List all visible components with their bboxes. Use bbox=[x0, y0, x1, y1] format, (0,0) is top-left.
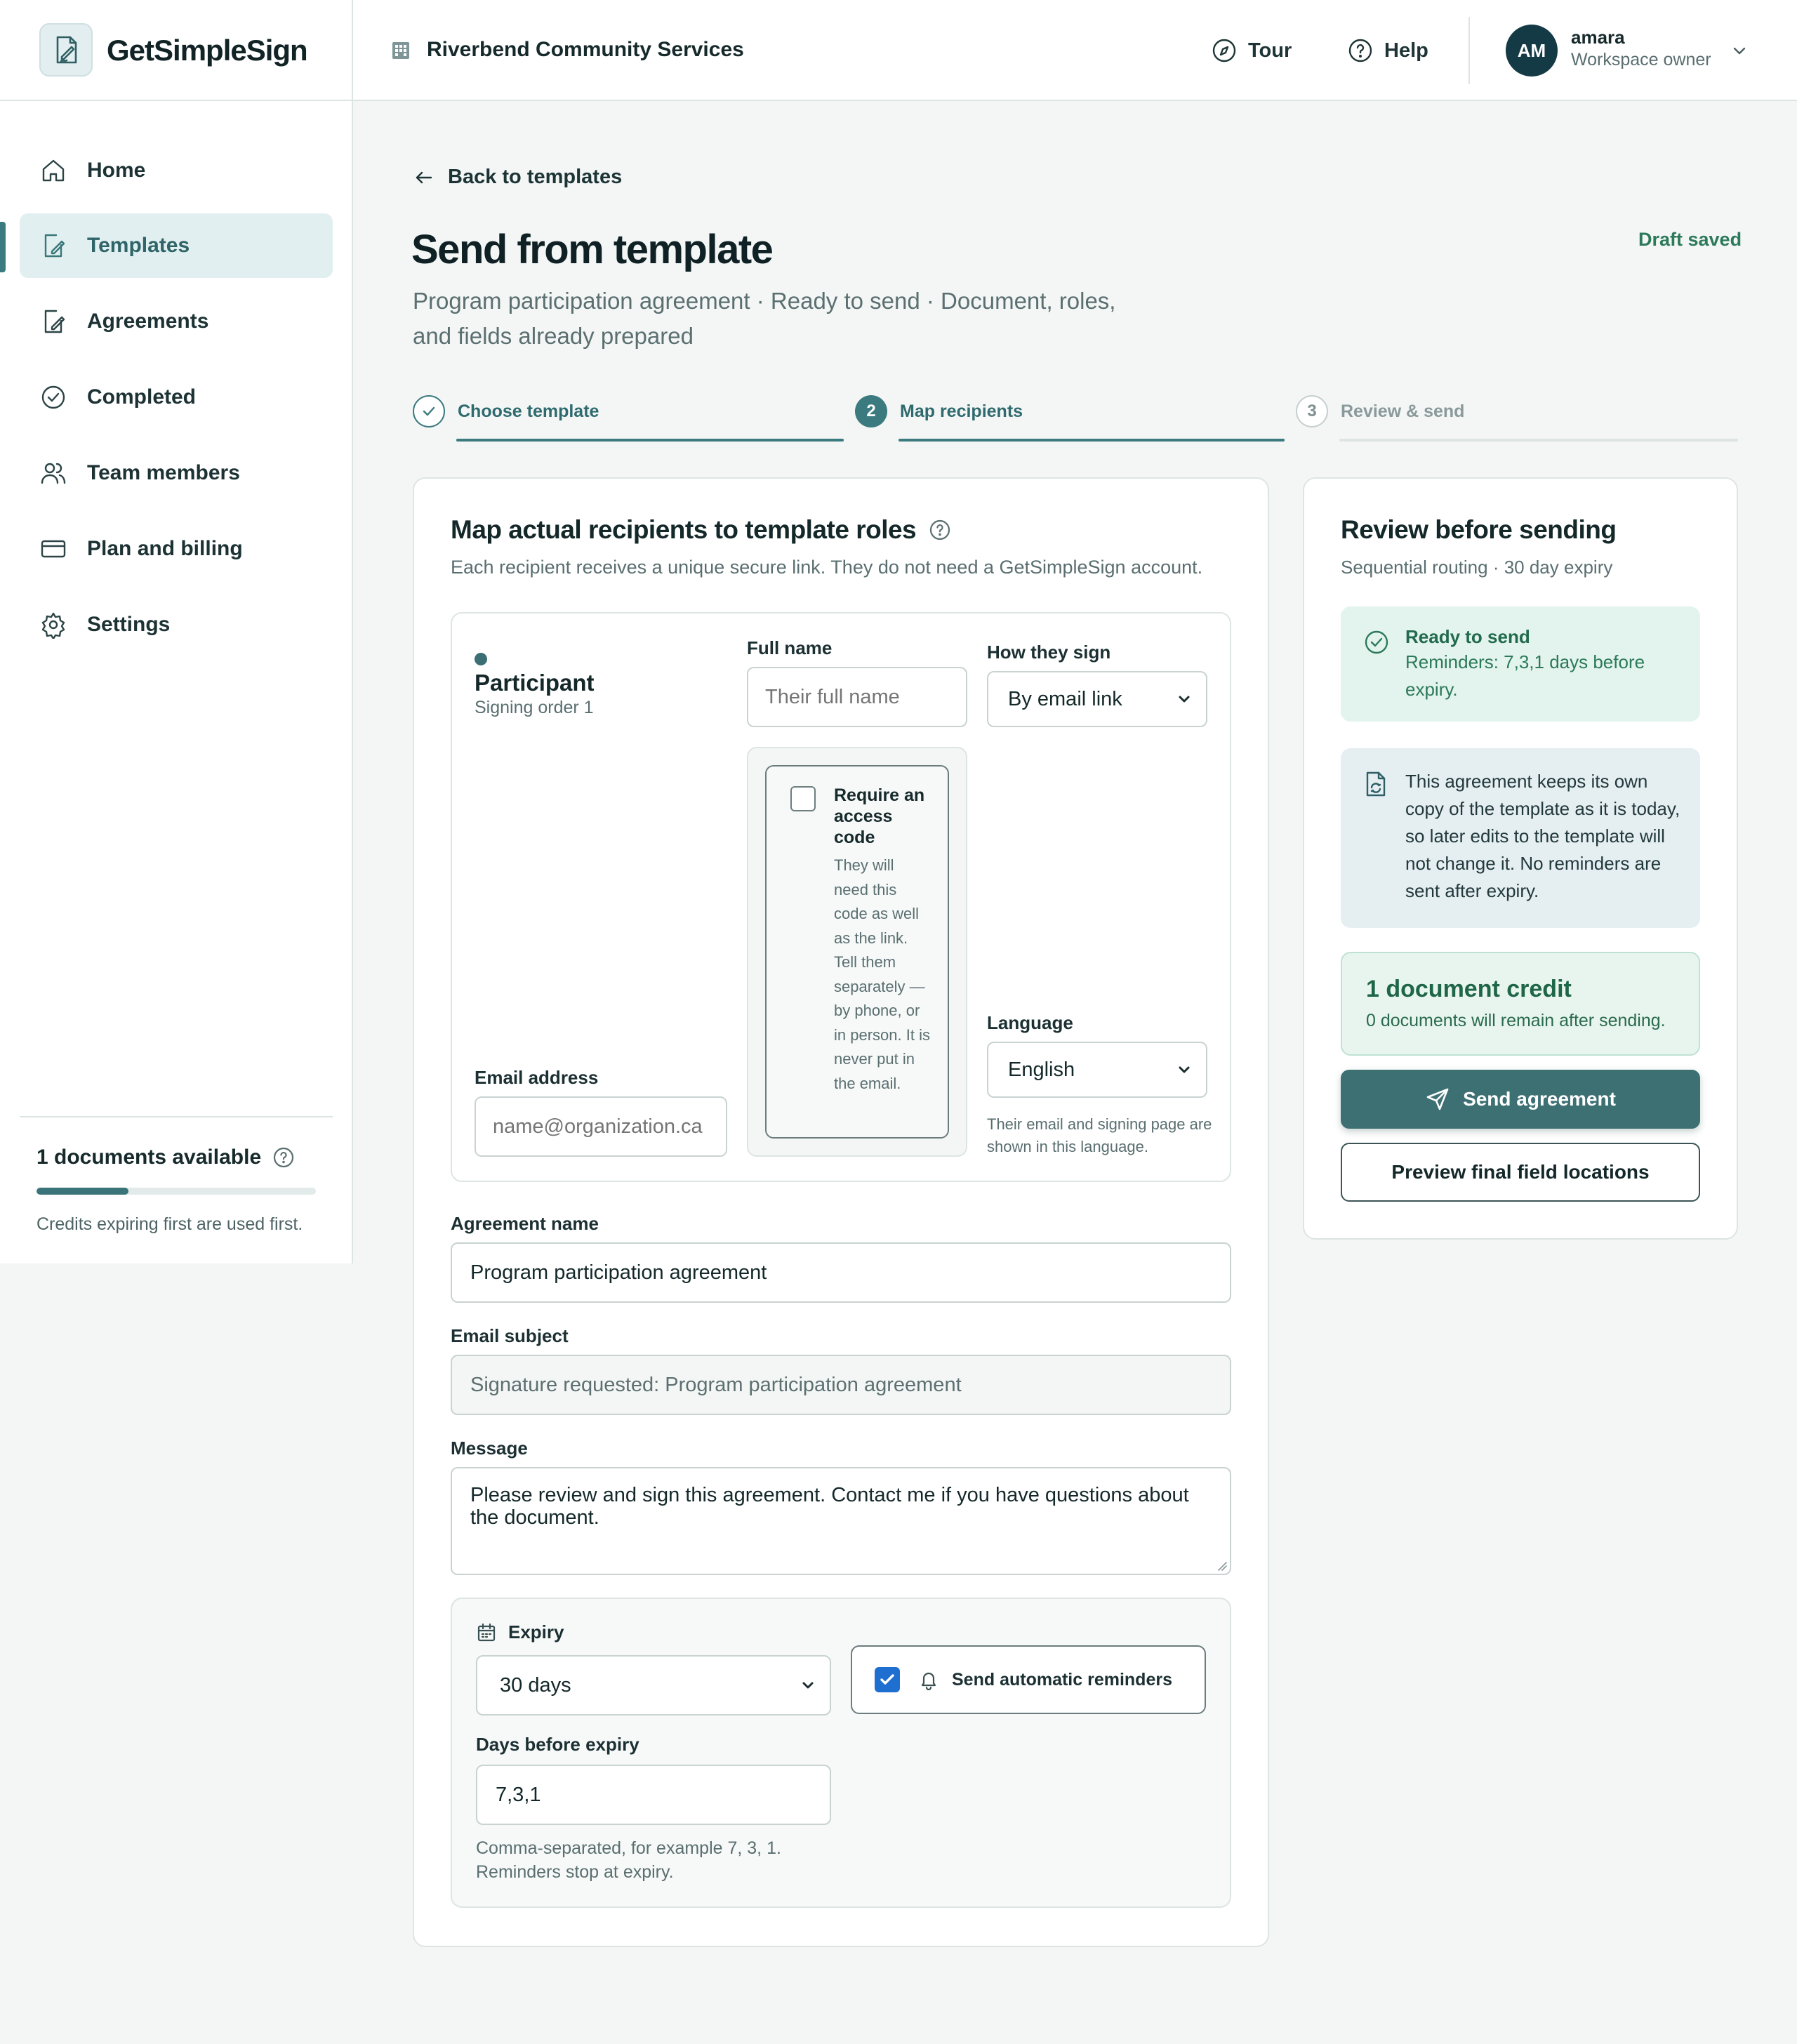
review-meta: Sequential routing · 30 day expiry bbox=[1341, 557, 1613, 578]
language-value: English bbox=[1008, 1058, 1075, 1081]
tour-button[interactable] bbox=[1212, 36, 1292, 65]
role-signing-order: Signing order 1 bbox=[475, 698, 594, 717]
check-circle-icon bbox=[39, 383, 67, 411]
user-name[interactable]: amara bbox=[1571, 27, 1625, 48]
sidebar-item-label: Templates bbox=[87, 234, 190, 257]
home-icon bbox=[39, 157, 67, 185]
help-icon bbox=[1348, 38, 1373, 63]
role-name: Participant bbox=[475, 670, 595, 696]
step-choose-template[interactable] bbox=[413, 395, 599, 427]
credits-note: Credits expiring first are used first. bbox=[37, 1214, 303, 1234]
credit-text: 0 documents will remain after sending. bbox=[1366, 1011, 1666, 1030]
agreement-name-label: Agreement name bbox=[451, 1213, 599, 1234]
role-color-dot bbox=[475, 653, 487, 665]
step-progress-line bbox=[1339, 439, 1738, 442]
check-icon bbox=[413, 395, 445, 427]
send-agreement-button[interactable] bbox=[1341, 1070, 1700, 1129]
document-sync-icon bbox=[1363, 771, 1388, 797]
reminders-checkbox[interactable] bbox=[875, 1667, 900, 1692]
step-progress-line bbox=[456, 439, 844, 442]
step-progress-line bbox=[898, 439, 1285, 442]
help-button[interactable] bbox=[1348, 36, 1428, 65]
email-input[interactable] bbox=[475, 1096, 727, 1157]
draft-status: Draft saved bbox=[1638, 229, 1742, 250]
step-number: 3 bbox=[1296, 395, 1328, 427]
organization-name[interactable]: Riverbend Community Services bbox=[427, 38, 744, 61]
sidebar-item-settings[interactable] bbox=[20, 592, 333, 657]
chevron-down-icon bbox=[1176, 691, 1192, 707]
sidebar-item-completed[interactable] bbox=[20, 365, 333, 430]
document-edit-icon bbox=[39, 307, 67, 336]
agreement-name-input[interactable] bbox=[451, 1242, 1231, 1303]
chevron-down-icon bbox=[1176, 1062, 1192, 1077]
credits-summary bbox=[37, 1146, 295, 1169]
step-review-send[interactable] bbox=[1296, 395, 1464, 427]
message-textarea[interactable] bbox=[451, 1467, 1231, 1575]
credit-summary-card bbox=[1341, 952, 1700, 1056]
message-value: Please review and sign this agreement. Contact me if you have questions about the document. bbox=[470, 1484, 1189, 1529]
days-before-expiry-value: 7,3,1 bbox=[496, 1783, 541, 1806]
page-title: Send from template bbox=[411, 227, 773, 272]
check-circle-icon bbox=[1363, 629, 1390, 656]
sidebar-item-home[interactable] bbox=[20, 138, 333, 203]
sidebar-item-team-members[interactable] bbox=[20, 441, 333, 505]
help-label: Help bbox=[1384, 39, 1428, 62]
sidebar-item-templates[interactable] bbox=[20, 213, 333, 278]
ready-title: Ready to send bbox=[1405, 626, 1530, 647]
expiry-label: Expiry bbox=[508, 1621, 564, 1642]
sidebar-item-agreements[interactable] bbox=[20, 289, 333, 354]
email-subject-label: Email subject bbox=[451, 1325, 569, 1346]
access-code-checkbox[interactable] bbox=[790, 786, 816, 811]
full-name-input[interactable] bbox=[747, 667, 967, 727]
step-number: 2 bbox=[855, 395, 887, 427]
step-label: Map recipients bbox=[900, 401, 1023, 421]
template-copy-note: This agreement keeps its own copy of the template as it is today, so later edits to the template will not change it. No reminders are sent after expiry. bbox=[1405, 771, 1680, 901]
language-label: Language bbox=[987, 1012, 1073, 1033]
credits-title: 1 documents available bbox=[37, 1146, 262, 1169]
reminders-label: Send automatic reminders bbox=[952, 1669, 1172, 1690]
sidebar-item-label: Plan and billing bbox=[87, 537, 243, 560]
days-before-expiry-help: Comma-separated, for example 7, 3, 1. Reminders stop at expiry. bbox=[476, 1838, 781, 1882]
message-label: Message bbox=[451, 1438, 528, 1459]
email-subject-input[interactable] bbox=[451, 1355, 1231, 1415]
page-subtitle: Program participation agreement · Ready to send · Document, roles, and fields already prepared bbox=[413, 288, 1116, 349]
send-icon bbox=[1425, 1087, 1450, 1112]
credits-progress-fill bbox=[37, 1188, 128, 1195]
gear-icon bbox=[39, 611, 67, 639]
mapping-description: Each recipient receives a unique secure link. They do not need a GetSimpleSign account. bbox=[451, 557, 1203, 578]
chevron-down-icon[interactable] bbox=[1730, 41, 1749, 60]
credits-progress-bar bbox=[37, 1188, 316, 1195]
back-to-templates-link[interactable] bbox=[413, 166, 622, 189]
send-agreement-label: Send agreement bbox=[1463, 1088, 1616, 1110]
agreement-name-value: Program participation agreement bbox=[470, 1261, 767, 1284]
compass-icon bbox=[1212, 38, 1237, 63]
credit-card-icon bbox=[39, 535, 67, 563]
organization-icon bbox=[390, 40, 411, 61]
sign-method-label: How they sign bbox=[987, 642, 1111, 663]
step-label: Choose template bbox=[458, 401, 599, 421]
user-role: Workspace owner bbox=[1571, 50, 1711, 69]
active-nav-indicator bbox=[0, 222, 6, 272]
email-label: Email address bbox=[475, 1067, 599, 1088]
step-label: Review & send bbox=[1341, 401, 1465, 421]
info-icon[interactable] bbox=[272, 1146, 295, 1169]
bell-icon bbox=[918, 1669, 939, 1690]
mapping-title: Map actual recipients to template roles bbox=[451, 515, 917, 544]
header-divider bbox=[1468, 17, 1470, 84]
back-label: Back to templates bbox=[448, 166, 623, 188]
full-name-label: Full name bbox=[747, 637, 833, 658]
step-map-recipients[interactable] bbox=[855, 395, 1023, 427]
logo-icon[interactable] bbox=[39, 23, 93, 77]
mapping-title-row bbox=[451, 515, 951, 545]
preview-field-locations-label: Preview final field locations bbox=[1391, 1161, 1650, 1183]
users-icon bbox=[39, 459, 67, 487]
resize-handle-icon[interactable] bbox=[1217, 1561, 1227, 1571]
reminders-toggle-option[interactable] bbox=[851, 1645, 1206, 1714]
days-before-expiry-label: Days before expiry bbox=[476, 1734, 639, 1755]
access-code-help: They will need this code as well as the link. Tell them separately — by phone, or in person. It is never put in the email. bbox=[834, 856, 930, 1092]
sign-method-select[interactable] bbox=[987, 671, 1207, 727]
sidebar-item-label: Agreements bbox=[87, 310, 209, 333]
template-edit-icon bbox=[39, 232, 67, 260]
sidebar-item-label: Team members bbox=[87, 461, 240, 484]
review-title: Review before sending bbox=[1341, 515, 1617, 544]
days-before-expiry-input[interactable] bbox=[476, 1765, 831, 1825]
brand-name[interactable]: GetSimpleSign bbox=[107, 34, 307, 67]
preview-field-locations-button[interactable] bbox=[1341, 1143, 1700, 1202]
expiry-value: 30 days bbox=[500, 1673, 571, 1697]
ready-text: Reminders: 7,3,1 days before expiry. bbox=[1405, 651, 1645, 700]
sidebar-item-label: Home bbox=[87, 159, 146, 182]
info-icon[interactable] bbox=[929, 519, 951, 541]
sidebar-item-label: Completed bbox=[87, 385, 197, 409]
avatar[interactable]: AM bbox=[1506, 25, 1558, 77]
sidebar-item-plan-and-billing[interactable] bbox=[20, 517, 333, 581]
access-code-title: Require an access code bbox=[834, 785, 925, 847]
sidebar-divider bbox=[20, 1116, 333, 1117]
calendar-icon bbox=[476, 1622, 497, 1643]
expiry-label-row bbox=[476, 1621, 564, 1643]
arrow-left-icon bbox=[413, 166, 435, 189]
chevron-down-icon bbox=[800, 1678, 816, 1693]
credit-title: 1 document credit bbox=[1366, 976, 1572, 1002]
language-select[interactable] bbox=[987, 1042, 1207, 1098]
tour-label: Tour bbox=[1248, 39, 1292, 62]
expiry-select[interactable] bbox=[476, 1655, 831, 1715]
sidebar-item-label: Settings bbox=[87, 613, 171, 636]
language-help: Their email and signing page are shown in this language. bbox=[987, 1115, 1212, 1155]
email-subject-placeholder: Signature requested: Program participation agreement bbox=[470, 1373, 962, 1396]
sign-method-value: By email link bbox=[1008, 687, 1122, 710]
